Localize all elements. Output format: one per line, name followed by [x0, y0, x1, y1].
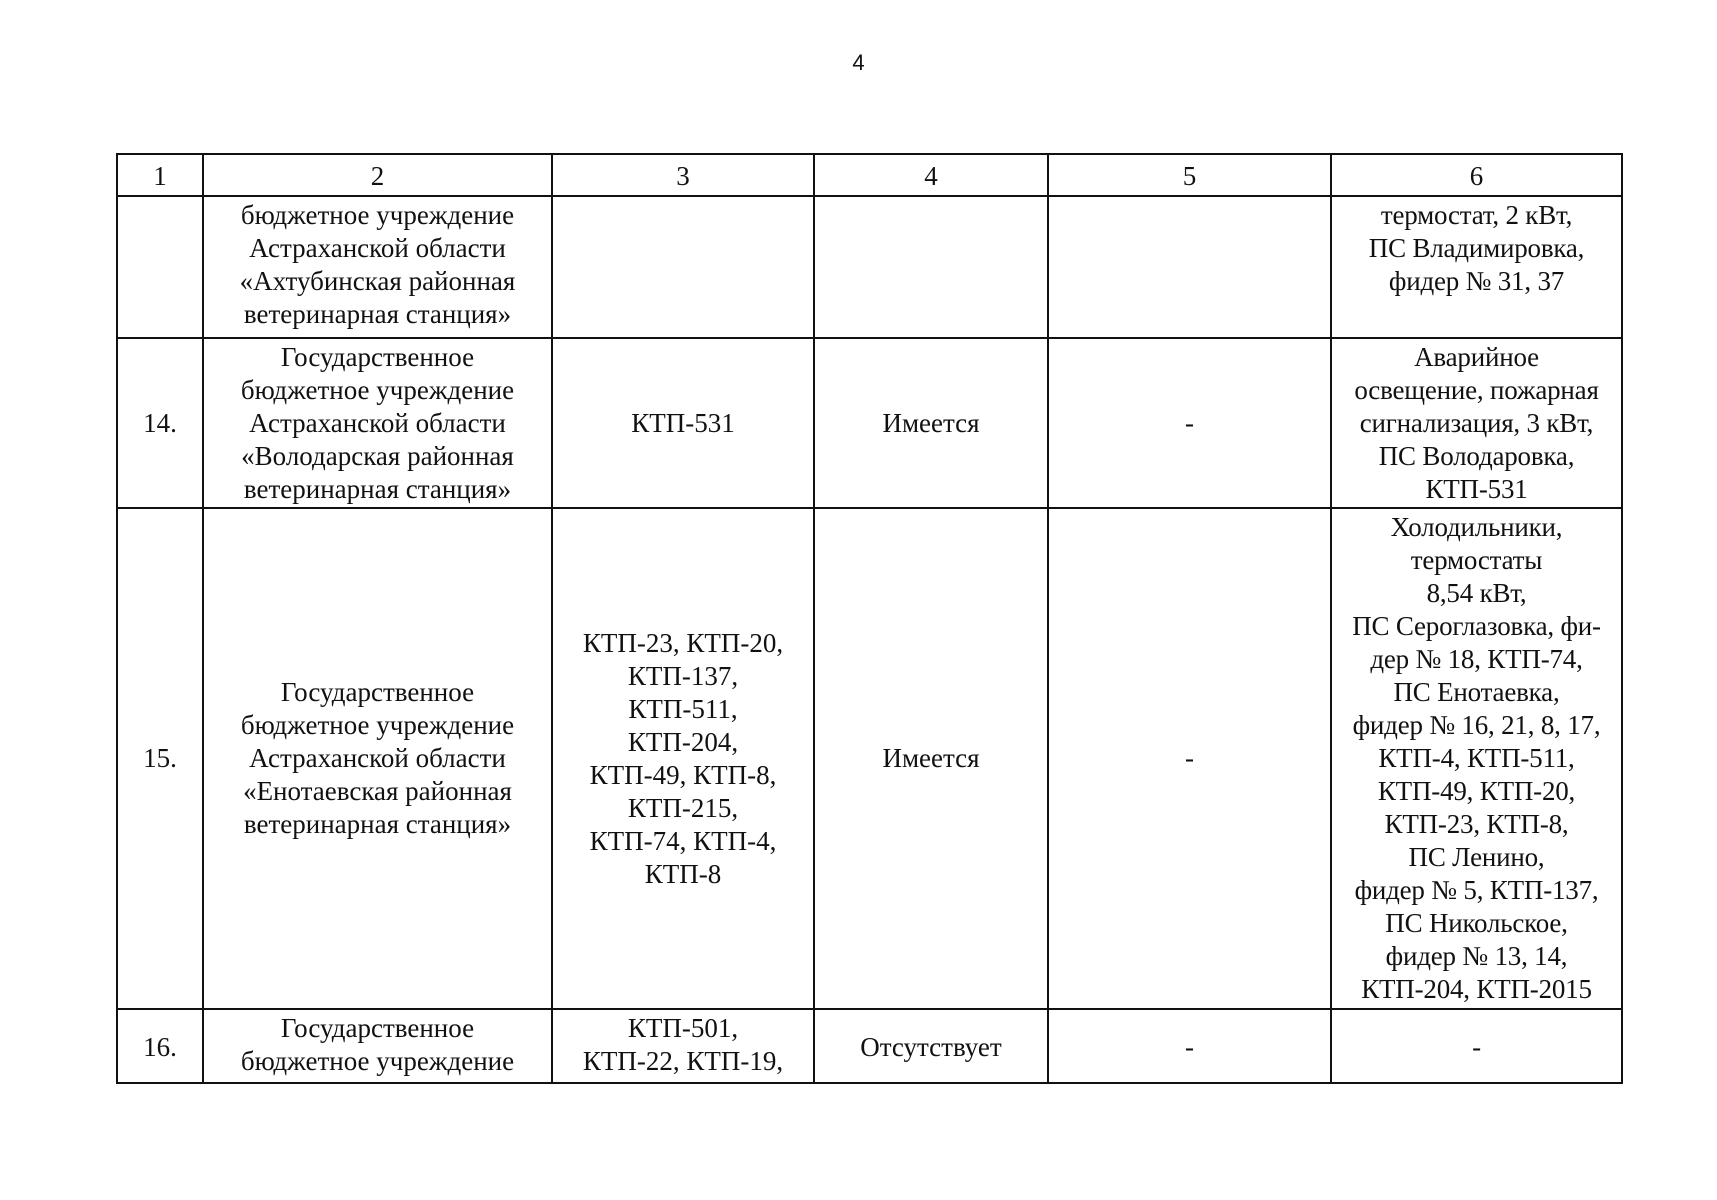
ktp-list [552, 196, 814, 338]
status-value [814, 196, 1048, 338]
column-header-5: 5 [1048, 154, 1331, 196]
column-header-1: 1 [117, 154, 203, 196]
ktp-list: КТП-531 [552, 338, 814, 508]
details-value: Аварийное освещение, пожарная сигнализация, 3 кВт, ПС Володаровка, КТП-531 [1331, 338, 1622, 508]
organization-name: Государственное бюджетное учреждение [203, 1009, 552, 1083]
row-number [117, 196, 203, 338]
row-number: 15. [117, 508, 203, 1009]
row-number: 14. [117, 338, 203, 508]
table-header-row [117, 154, 1622, 196]
column-header-3: 3 [552, 154, 814, 196]
column-header-2: 2 [203, 154, 552, 196]
column-5-value: - [1048, 508, 1331, 1009]
data-table [116, 153, 1623, 1084]
column-5-value: - [1048, 1009, 1331, 1083]
row-number: 16. [117, 1009, 203, 1083]
details-value: Холодильники, термостаты 8,54 кВт, ПС Сероглазовка, фи- дер № 18, КТП-74, ПС Енотаевка, фидер № 16, 21, 8, 17, КТП-4, КТП-511, КТП-49, КТП-20, КТП-23, КТП-8, ПС Ленино, фидер № 5, КТП-137, ПС Никольское, фидер № 13, 14, КТП-204, КТП-2015 [1331, 508, 1622, 1009]
organization-name: бюджетное учреждение Астраханской области «Ахтубинская районная ветеринарная станция» [203, 196, 552, 338]
column-5-value [1048, 196, 1331, 338]
status-value: Отсутствует [814, 1009, 1048, 1083]
table-row [117, 508, 1622, 1009]
ktp-list: КТП-501, КТП-22, КТП-19, [552, 1009, 814, 1083]
status-value: Имеется [814, 508, 1048, 1009]
status-value: Имеется [814, 338, 1048, 508]
ktp-list: КТП-23, КТП-20, КТП-137, КТП-511, КТП-204, КТП-49, КТП-8, КТП-215, КТП-74, КТП-4, КТП-8 [552, 508, 814, 1009]
organization-name: Государственное бюджетное учреждение Астраханской области «Енотаевская районная ветеринарная станция» [203, 508, 552, 1009]
page-number: 4 [852, 50, 865, 75]
table-row [117, 338, 1622, 508]
organization-name: Государственное бюджетное учреждение Астраханской области «Володарская районная ветеринарная станция» [203, 338, 552, 508]
column-header-4: 4 [814, 154, 1048, 196]
table-row [117, 1009, 1622, 1083]
column-header-6: 6 [1331, 154, 1622, 196]
column-5-value: - [1048, 338, 1331, 508]
details-value: - [1331, 1009, 1622, 1083]
table-row [117, 196, 1622, 338]
details-value: термостат, 2 кВт, ПС Владимировка, фидер № 31, 37 [1331, 196, 1622, 338]
